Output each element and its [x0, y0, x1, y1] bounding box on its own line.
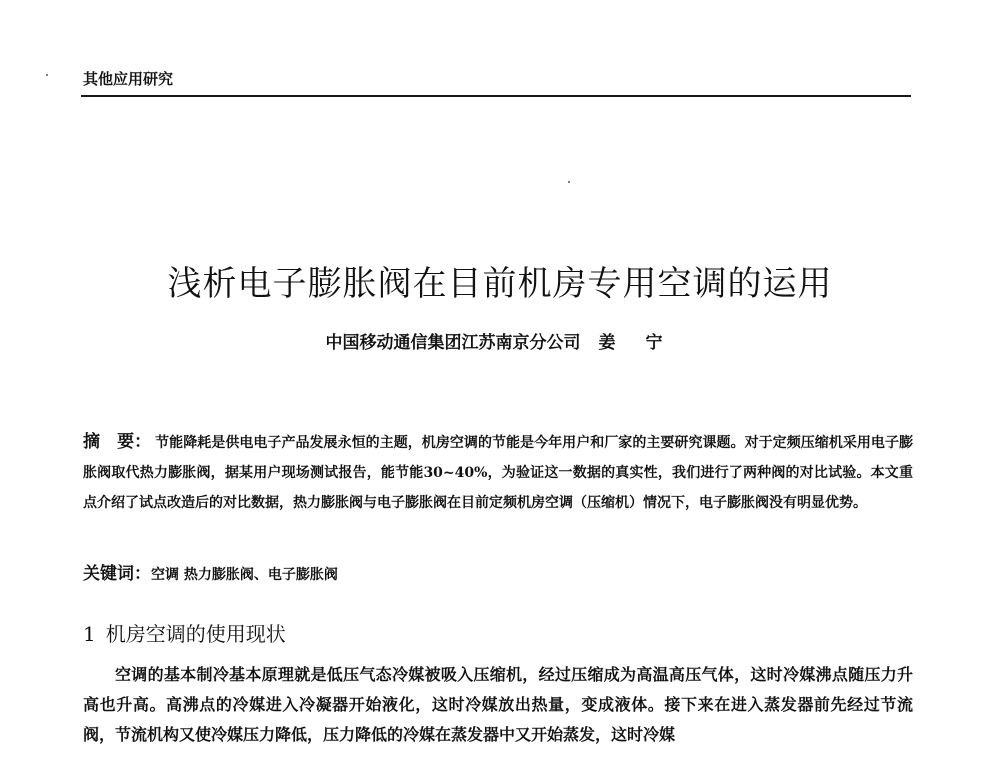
scan-speck [46, 74, 48, 76]
body-paragraph: 空调的基本制冷基本原理就是低压气态冷媒被吸入压缩机，经过压缩成为高温高压气体，这时冷媒沸点随压力升高也升高。高沸点的冷媒进入冷凝器开始液化，这时冷媒放出热量，变成液体。接下来在进入蒸发器前先经过节流阀，节流机构又使冷媒压力降低，压力降低的冷媒在蒸发器中又开始蒸发，这时冷媒 [83, 665, 913, 744]
author-name: 姜 宁 [598, 333, 675, 353]
section-title: 机房空调的使用现状 [105, 622, 286, 646]
running-header: 其他应用研究 [83, 70, 174, 88]
section-number: 1 [83, 622, 96, 646]
header-rule [81, 95, 911, 97]
section-heading [83, 618, 286, 647]
abstract-label: 摘 要： [83, 432, 152, 452]
author-line [0, 328, 1000, 353]
abstract [83, 427, 913, 518]
keywords-text: 空调 热力膨胀阀、电子膨胀阀 [151, 567, 338, 583]
scan-speck [568, 181, 570, 183]
paper-title: 浅析电子膨胀阀在目前机房专用空调的运用 [167, 264, 833, 304]
keywords-label: 关键词： [83, 564, 151, 584]
keywords [83, 559, 913, 584]
abstract-text: 节能降耗是供电电子产品发展永恒的主题，机房空调的节能是今年用户和厂家的主要研究课题。对于定频压缩机采用电子膨胀阀取代热力膨胀阀，据某用户现场测试报告，能节能30~40%，为验证这一数据的真实性，我们进行了两种阀的对比试验。本文重点介绍了试点改造后的对比数据，热力膨胀阀与电子膨胀阀在目前定频机房空调（压缩机）情况下，电子膨胀阀没有明显优势。 [83, 435, 913, 511]
author-organization: 中国移动通信集团江苏南京分公司 [325, 333, 581, 353]
